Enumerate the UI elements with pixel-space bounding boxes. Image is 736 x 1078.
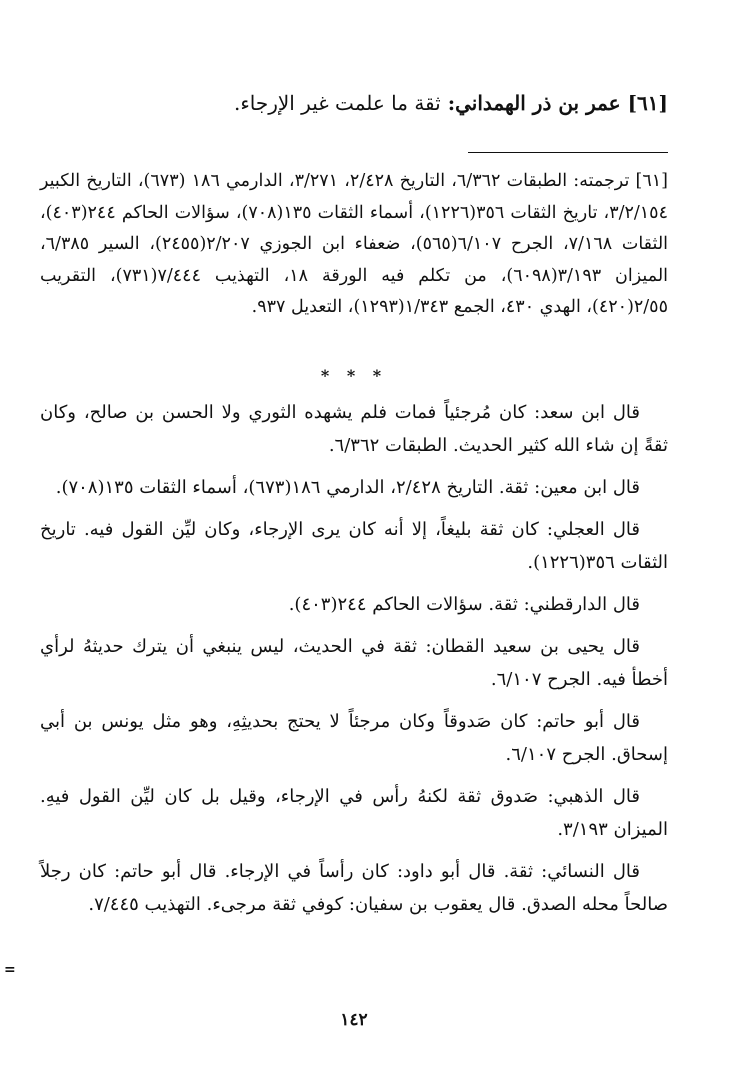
margin-continuation-mark: = (4, 962, 16, 978)
footnote-references: [٦١] ترجمته: الطبقات ٦/٣٦٢، التاريخ ٢/٤٢٨، ٣/٢٧١، الدارمي ١٨٦ (٦٧٣)، التاريخ الكبير ٣/٢/١٥٤، تاريخ الثقات ٣٥٦(١٢٢٦)، أسماء الثقات ١٣٥(٧٠٨)، سؤالات الحاكم ٢٤٤(٤٠٣)، الثقات ٧/١٦٨، الجرح ٦/١٠٧(٥٦٥)، ضعفاء ابن الجوزي ٢/٢٠٧(٢٤٥٥)، السير ٦/٣٨٥، الميزان ٣/١٩٣(٦٠٩٨)، من تكلم فيه الورقة ١٨، التهذيب ٧/٤٤٤(٧٣١)، التقريب ٢/٥٥(٤٢٠)، الهدي ٤٣٠، الجمع ١/٣٤٣(١٢٩٣)، التعديل ٩٣٧. (40, 171, 669, 317)
paragraph-abu-hatim: قال أبو حاتم: كان صَدوقاً وكان مرجئاً لا يحتج بحديثِهِ، وهو مثل يونس بن أبي إسحاق. الجرح ٦/١٠٧. (40, 711, 668, 765)
paragraph-qattan: قال يحيى بن سعيد القطان: ثقة في الحديث، ليس ينبغي أن يترك حديثهُ لرأي أخطأ فيه. الجرح ٦/١٠٧. (40, 636, 668, 690)
paragraph-daraqutni: قال الدارقطني: ثقة. سؤالات الحاكم ٢٤٤(٤٠٣). (288, 594, 640, 615)
paragraph-ibn-main: قال ابن معين: ثقة. التاريخ ٢/٤٢٨، الدارمي ١٨٦(٦٧٣)، أسماء الثقات ١٣٥(٧٠٨). (55, 477, 640, 498)
narrator-name: عمر بن ذر الهمداني: (447, 91, 621, 115)
section-separator: * * * (320, 366, 388, 385)
book-page (40, 0, 668, 1078)
footnote-divider (468, 152, 668, 153)
paragraph-ibn-saad: قال ابن سعد: كان مُرجئياً فمات فلم يشهده الثوري ولا الحسن بن صالح، وكان ثقةً إن شاء الله كثير الحديث. الطبقات ٦/٣٦٢. (40, 402, 668, 456)
entry-heading (40, 86, 668, 120)
paragraph-nasai: قال النسائي: ثقة. قال أبو داود: كان رأساً في الإرجاء. قال أبو حاتم: كان رجلاً صالحاً محله الصدق. قال يعقوب بن سفيان: كوفي ثقة مرجىء. التهذيب ٧/٤٤٥. (40, 861, 668, 915)
entry-number: [٦١] (627, 91, 668, 115)
opinions-block (40, 396, 668, 930)
paragraph-ijli: قال العجلي: كان ثقة بليغاً، إلا أنه كان يرى الإرجاء، وكان ليِّن القول فيه. تاريخ الثقات ٣٥٦(١٢٢٦). (40, 519, 668, 573)
narrator-verdict: ثقة ما علمت غير الإرجاء. (233, 91, 441, 115)
page-number: ١٤٢ (340, 1010, 368, 1030)
paragraph-dhahabi: قال الذهبي: صَدوق ثقة لكنهُ رأس في الإرجاء، وقيل بل كان ليِّن القول فيهِ. الميزان ٣/١٩٣. (40, 786, 668, 840)
